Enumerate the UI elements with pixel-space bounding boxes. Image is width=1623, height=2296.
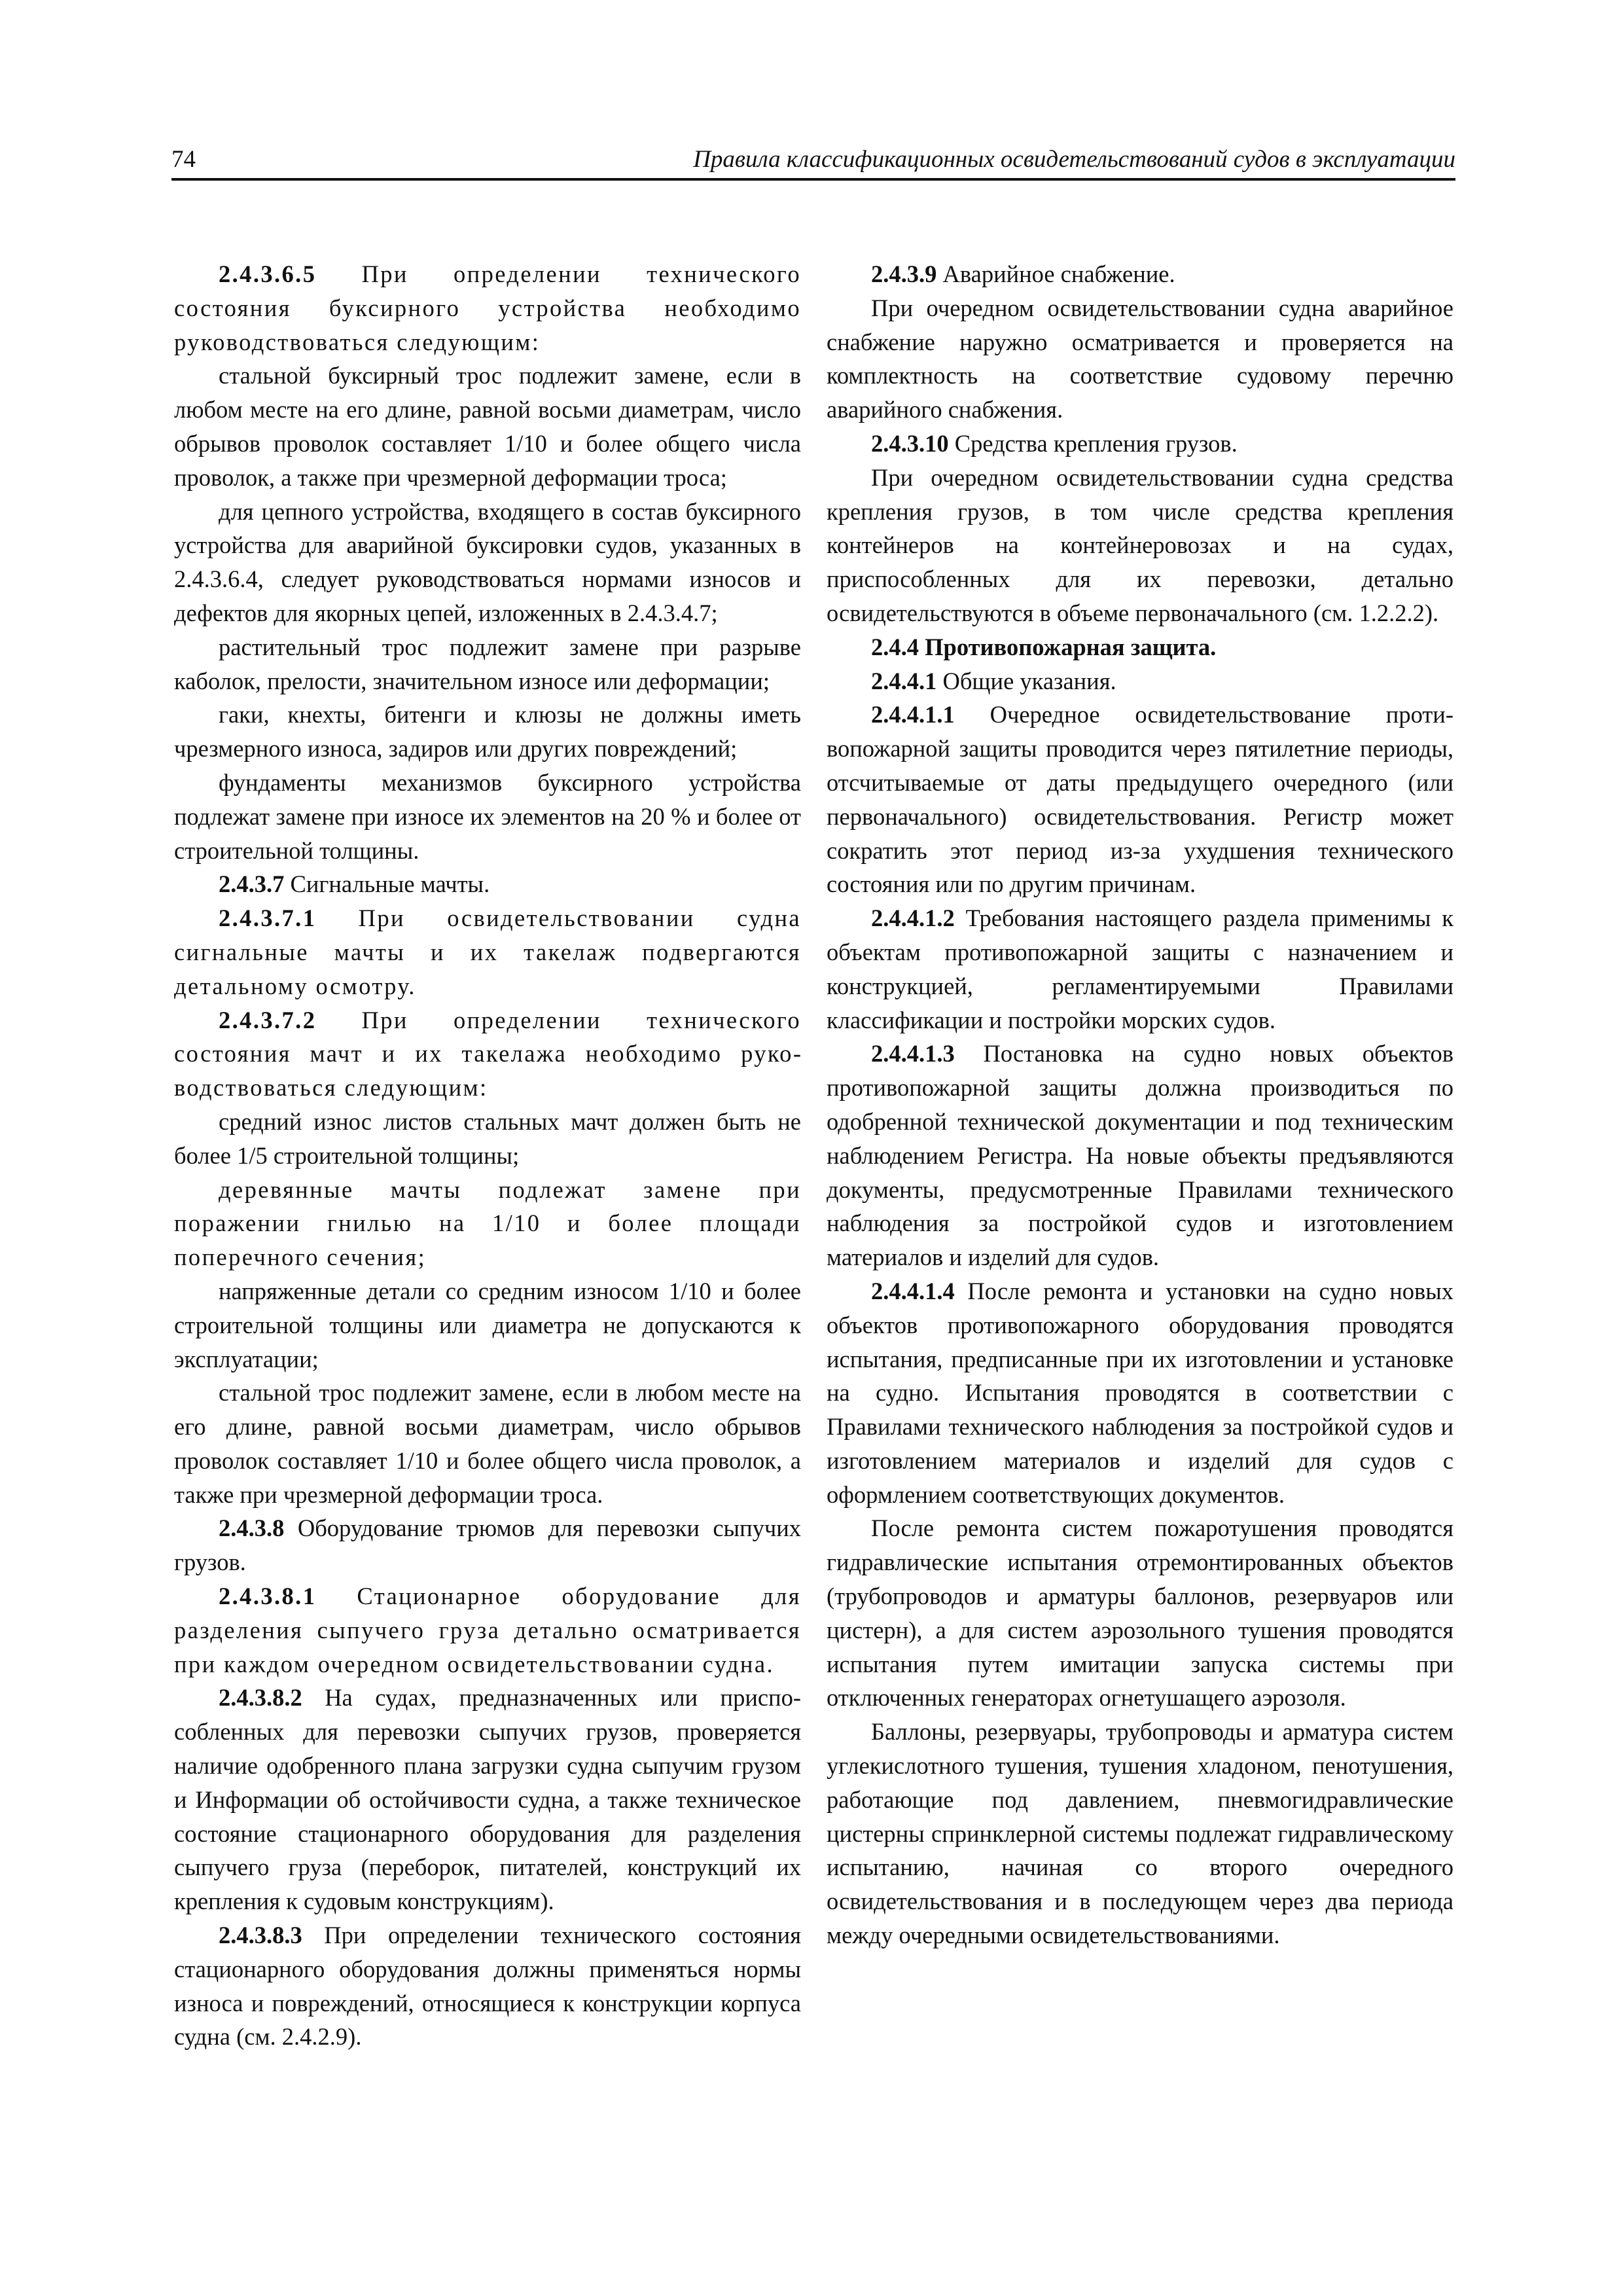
page-header [171, 145, 1455, 182]
paragraph: После ремонта систем пожаротушения проводятся гидравлические испытания отремонтированных объектов (трубопроводов и арматуры баллонов, резервуаров или цистерн), а для систем аэрозольного тушения проводятся испытания путем имитации запуска системы при отключенных генераторах огнетушащего аэрозоля. [827, 1515, 1454, 1712]
section-heading: 2.4.3.7 Сигнальные мачты. [219, 870, 490, 898]
paragraph: Баллоны, резервуары, трубопроводы и арматура систем углекислотного тушения, тушения хладоном, пенотушения, работающие под давлением, пневмогидравлические цистерны спринклерной системы подлежат гидравлическому испытанию, начиная со второго очередного освидетельствования и в последующем через два периода между очередными освидетельствованиями. [827, 1718, 1454, 1949]
paragraph: фундаменты механизмов буксирного устройства подлежат замене при износе их элементов на 20 % и более от строительной толщины. [174, 768, 801, 864]
section-heading: 2.4.3.9 Аварийное снабжение. [871, 260, 1175, 287]
paragraph: деревянные мачты подлежат замене при поражении гнилью на 1/10 и более площади поперечного сечения; [174, 1175, 801, 1271]
paragraph: средний износ листов стальных мачт должен быть не более 1/5 строительной толщины; [174, 1107, 801, 1169]
paragraph: 2.4.4.1.2 Требования настоящего раздела применимы к объектам противопожарной защиты с назначением и конструкцией, регламентируемыми Правилами классификации и постройки морских судов. [827, 905, 1454, 1033]
paragraph: 2.4.3.6.5 При определении технического состояния буксирного устройства необходимо руководствоваться следующим: [174, 260, 801, 355]
paragraph: 2.4.4.1.4 После ремонта и установки на судно новых объектов противопожарного оборудования проводятся испытания, предписанные при их изготовлении и установке на судно. Испытания проводятся в соответствии с Правилами технического наблюдения за постройкой судов и изготовлением материалов и изделий для судов с оформлением соответствующих документов. [827, 1277, 1454, 1508]
paragraph: 2.4.3.7.1 При освидетельствовании судна сигнальные мачты и их такелаж подвергаются детальному осмотру. [174, 905, 801, 999]
header-rule [171, 178, 1455, 181]
paragraph: 2.4.4.1.1 Очередное освидетельствование противопожарной защиты проводится через пятилетние периоды, отсчитываемые от даты предыдущего очередного (или первоначального) освидетельствования. Регистр может сократить этот период из-за ухудшения технического состояния или по другим причинам. [827, 701, 1454, 898]
paragraph: 2.4.4.1.3 Постановка на судно новых объектов противопожарной защиты должна производиться по одобренной технической документации и под техническим наблюдением Регистра. На новые объекты предъявляются документы, предусмотренные Правилами технического наблюдения за постройкой судов и изготовлением материалов и изделий для судов. [827, 1040, 1454, 1271]
paragraph: гаки, кнехты, битенги и клюзы не должны иметь чрезмерного износа, задиров или других повреждений; [174, 701, 801, 762]
section-heading: 2.4.3.8 Оборудование трюмов для перевозки сыпучих грузов. [174, 1515, 801, 1576]
paragraph: напряженные детали со средним износом 1/10 и более строительной толщины или диаметра не допускаются к эксплуатации; [174, 1277, 801, 1372]
paragraph: стальной трос подлежит замене, если в любом месте на его длине, равной восьми диаметрам, число обрывов проволок составляет 1/10 и более общего числа проволок, а также при чрезмерной деформации троса. [174, 1379, 801, 1508]
section-heading: 2.4.3.10 Средства крепления грузов. [871, 429, 1238, 457]
paragraph: растительный трос подлежит замене при разрыве каболок, прелости, значительном износе или деформации; [174, 633, 801, 694]
paragraph: для цепного устройства, входящего в состав буксирного устройства для аварийной буксировки судов, указанных в 2.4.3.6.4, следует руководствоваться нормами износов и дефектов для якорных цепей, изложенных в 2.4.3.4.7; [174, 497, 801, 626]
paragraph: 2.4.3.8.2 На судах, предназначенных или приспособленных для перевозки сыпучих грузов, проверяется наличие одобренного плана загрузки судна сыпучим грузом и Информации об остойчивости судна, а также техническое состояние стационарного оборудования для разделения сыпучего груза (переборок, питателей, конструкций их крепления к судовым конструкциям). [174, 1684, 801, 1915]
paragraph: При очередном освидетельствовании судна аварийное снабжение наружно осматривается и проверяется на комплектность на соответствие судовому перечню аварийного снабжения. [827, 294, 1454, 423]
section-heading: 2.4.4.1 Общие указания. [871, 667, 1116, 694]
left-column [174, 257, 801, 2054]
right-column [827, 257, 1454, 1952]
section-title: 2.4.4 Противопожарная защита. [871, 633, 1217, 660]
paragraph: 2.4.3.8.3 При определении технического состояния стационарного оборудования должны применяться нормы износа и повреждений, относящиеся к конструкции корпуса судна (см. 2.4.2.9). [174, 1922, 801, 2051]
running-title: Правила классификационных освидетельствований судов в эксплуатации [693, 146, 1455, 173]
paragraph: 2.4.3.8.1 Стационарное оборудование для разделения сыпучего груза детально осматривается при каждом очередном освидетельствовании судна. [174, 1583, 801, 1677]
paragraph: 2.4.3.7.2 При определении технического состояния мачт и их такелажа необходимо руководствоваться следующим: [174, 1006, 801, 1102]
paragraph: стальной буксирный трос подлежит замене, если в любом месте на его длине, равной восьми диаметрам, число обрывов проволок составляет 1/10 и более общего числа проволок, а также при чрезмерной деформации троса; [174, 362, 801, 491]
paragraph: При очередном освидетельствовании судна средства крепления грузов, в том числе средства крепления контейнеров на контейнеровозах и на судах, приспособленных для их перевозки, детально освидетельствуются в объеме первоначального (см. 1.2.2.2). [827, 463, 1454, 626]
page-number: 74 [171, 146, 196, 173]
